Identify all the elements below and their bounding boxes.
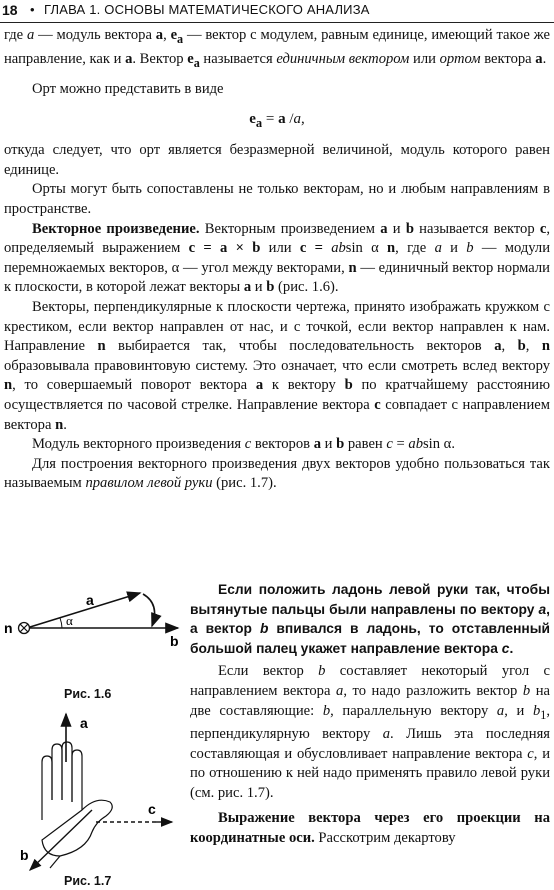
figure-1-6 — [0, 580, 185, 680]
label-n: n — [4, 620, 13, 636]
paragraph-6: Векторы, перпендикулярные к плоскости чертежа, принято изображать кружком с крестиком, если вектор направлен от нас, и с точкой, если вектор направлен к нам. Направление n выбирается так, чтобы последовательность векторов a, b, n образовывала правовинтовую систему. Это означает, что если смотреть вслед вектору n, то совершаемый поворот вектора a к вектору b по кратчайшему расстоянию осуществляется по часовой стрелке. Направление вектора c совпадает с направлением вектора n. — [4, 298, 551, 433]
figures-column — [0, 580, 185, 890]
page-number: 18 — [2, 2, 18, 18]
cross-circle-icon — [19, 623, 30, 634]
lower-section — [0, 580, 554, 890]
right-text-column — [190, 580, 550, 849]
paragraph-8: Для построения векторного произведения двух векторов удобно пользоваться так называемым правилом левой руки (рис. 1.7). — [4, 455, 550, 492]
running-header — [0, 0, 554, 23]
paragraph-1: где a — модуль вектора a, $e_a$ — вектор с модулем, равным единице, имеющий такое же направление, как и a. Вектор $e_a$ называется единичным вектором или ортом вектора a. — [4, 27, 551, 70]
paragraph-4: Орты могут быть сопоставлены не только векторам, но и любым направлениям в пространстве. — [4, 181, 550, 217]
paragraph-5: Векторное произведение. Векторным произведением a и b называется вектор c, определяемый выражением c = a × b или c = absin α n, где a и b — модули перемножаемых векторов, α — угол между векторами, n — единичный вектор нормали к плоскости, в которой лежат векторы a и b (рис. 1.6). — [4, 220, 551, 296]
caption-fig-1-7: Рис. 1.7 — [64, 874, 112, 888]
paragraph-3: откуда следует, что орт является безразмерной величиной, модуль которого равен единице. — [4, 142, 550, 178]
paragraph-10: Выражение вектора через его проекции на координатные оси. Расскотрим декартову — [190, 810, 550, 847]
paragraph-7: Модуль векторного произведения c векторов a и b равен c = absin α. — [32, 436, 455, 453]
chapter-title: ГЛАВА 1. ОСНОВЫ МАТЕМАТИЧЕСКОГО АНАЛИЗА — [44, 2, 370, 17]
vector-a-arrow — [30, 593, 140, 627]
vector-b-diag-arrow — [30, 810, 92, 870]
label-c-fig17: c — [148, 801, 156, 817]
main-text — [4, 26, 550, 494]
left-hand-rule: Если положить ладонь левой руки так, чтобы вытянутые пальцы были направлены по вектору a, а вектор b впивался в ладонь, то отставленный большой палец укажет направление вектора c. — [190, 582, 550, 656]
label-b: b — [170, 633, 179, 649]
label-alpha: α — [66, 613, 73, 628]
paragraph-2: Орт можно представить в виде — [32, 81, 224, 97]
label-a-fig17: a — [80, 715, 88, 731]
angle-arc — [60, 618, 62, 628]
rotation-arrow — [143, 594, 155, 626]
figure-1-7 — [0, 710, 185, 880]
label-b-fig17: b — [20, 847, 29, 863]
header-bullet: • — [30, 2, 35, 17]
formula-unit-vector: $e_a = a$ /a, — [249, 110, 305, 130]
paragraph-9: Если вектор b составляет некоторый угол с направлением вектора a, то надо разложить вектор b на две составляющие: b, параллельную вектору a, и $b_1$, перпендикулярную вектору a. Лишь эта последняя составляющая и обусловливает направление вектора c, и по отношению к ней надо применять правило левой руки (см. рис. 1.7). — [190, 663, 550, 801]
caption-fig-1-6: Рис. 1.6 — [64, 687, 112, 701]
label-a: a — [86, 592, 94, 608]
